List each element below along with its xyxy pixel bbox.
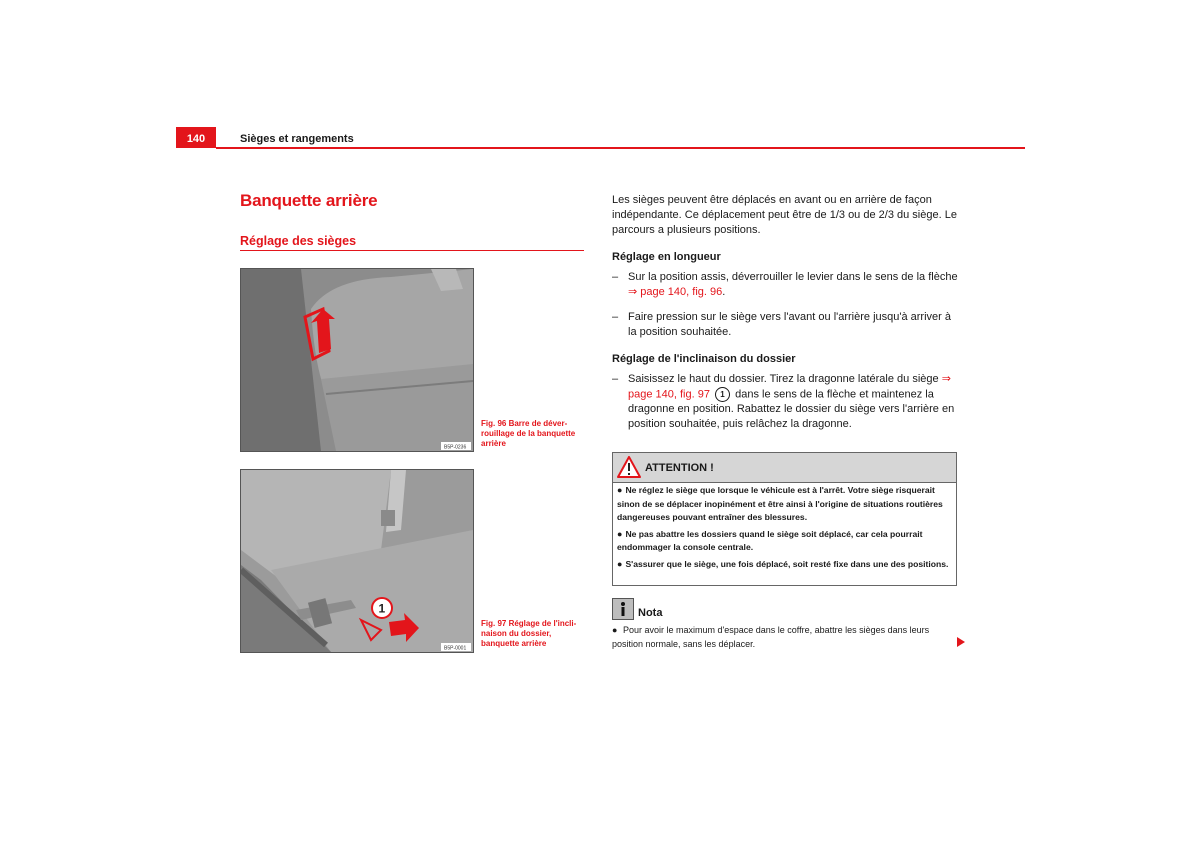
dash: – xyxy=(612,271,619,283)
note-text xyxy=(612,623,957,651)
warning-text: Ne pas abattre les dossiers quand le siège soit déplacé, car cela pourrait endommager la console centrale. xyxy=(617,528,923,552)
length-step-2 xyxy=(612,310,962,340)
bullet: ● xyxy=(612,625,618,635)
step-end: . xyxy=(722,286,726,298)
figure-97-caption: Fig. 97 Réglage de l'incli-naison du dossier, banquette arrière xyxy=(481,619,577,648)
step-text: Saisissez le haut du dossier. Tirez la dragonne latérale du siège xyxy=(628,373,939,385)
bullet: ● xyxy=(617,485,623,495)
warning-item xyxy=(617,528,952,555)
callout-marker-1: 1 xyxy=(715,387,730,402)
dash: – xyxy=(612,311,619,323)
bullet: ● xyxy=(617,558,623,569)
intro-paragraph: Les sièges peuvent être déplacés en avant ou en arrière de façon indépendante. Ce déplacement peut être de 1/3 ou de 2/3 du siège. Le parcours a plusieurs positions. xyxy=(612,194,957,236)
figure-97 xyxy=(240,469,474,653)
note-title: Nota xyxy=(638,607,663,619)
incline-heading: Réglage de l'inclinaison du dossier xyxy=(612,353,796,365)
length-step-1 xyxy=(612,270,962,300)
figure-code: B5P-0001 xyxy=(444,645,467,652)
warning-title: ATTENTION ! xyxy=(645,462,714,474)
fig97-link[interactable]: ⇒ page 140, fig. 97 xyxy=(628,373,951,401)
page-title: Banquette arrière xyxy=(240,191,378,210)
next-page-arrow-icon[interactable] xyxy=(957,637,965,647)
step-text: Sur la position assis, déverrouiller le levier dans le sens de la flèche xyxy=(628,271,958,283)
warning-body xyxy=(613,483,956,571)
step-end: dans le sens de la flèche et maintenez la dragonne en position. Rabattez le dossier du siège vers l'arrière en position souhaitée, puis relâchez la dragonne. xyxy=(628,388,955,431)
figure-96 xyxy=(240,268,474,452)
subsection-title: Réglage des sièges xyxy=(240,234,357,248)
info-icon xyxy=(612,598,634,620)
warning-box xyxy=(612,452,957,586)
warning-text: Ne réglez le siège que lorsque le véhicule est à l'arrêt. Votre siège risquerait sinon de se déplacer inopinément et être ainsi à l'origine de situations routières dangereuses pouvant entraîner des blessures. xyxy=(617,485,943,522)
incline-step xyxy=(612,372,962,432)
header-rule xyxy=(216,147,1025,149)
figure-96-caption: Fig. 96 Barre de déver-rouillage de la banquette arrière xyxy=(481,419,576,448)
note-body: Pour avoir le maximum d'espace dans le coffre, abattre les sièges dans leurs position normale, sans les déplacer. xyxy=(612,625,930,649)
warning-text: S'assurer que le siège, une fois déplacé, soit resté fixe dans une des positions. xyxy=(625,558,949,569)
bullet: ● xyxy=(617,528,623,539)
section-title: Sièges et rangements xyxy=(240,133,354,145)
warning-header xyxy=(613,453,956,483)
step-text: Faire pression sur le siège vers l'avant ou l'arrière jusqu'à arriver à la position souhaitée. xyxy=(628,311,951,338)
subsection-rule xyxy=(240,250,584,251)
fig96-link[interactable]: ⇒ page 140, fig. 96 xyxy=(628,286,723,298)
page-number: 140 xyxy=(176,127,216,148)
warning-triangle-icon xyxy=(617,456,641,478)
length-heading: Réglage en longueur xyxy=(612,251,721,263)
dash: – xyxy=(612,373,619,385)
warning-item xyxy=(617,558,952,572)
warning-item xyxy=(617,484,952,525)
figure-code: B5P-0236 xyxy=(444,444,467,451)
callout-marker: 1 xyxy=(378,601,386,616)
